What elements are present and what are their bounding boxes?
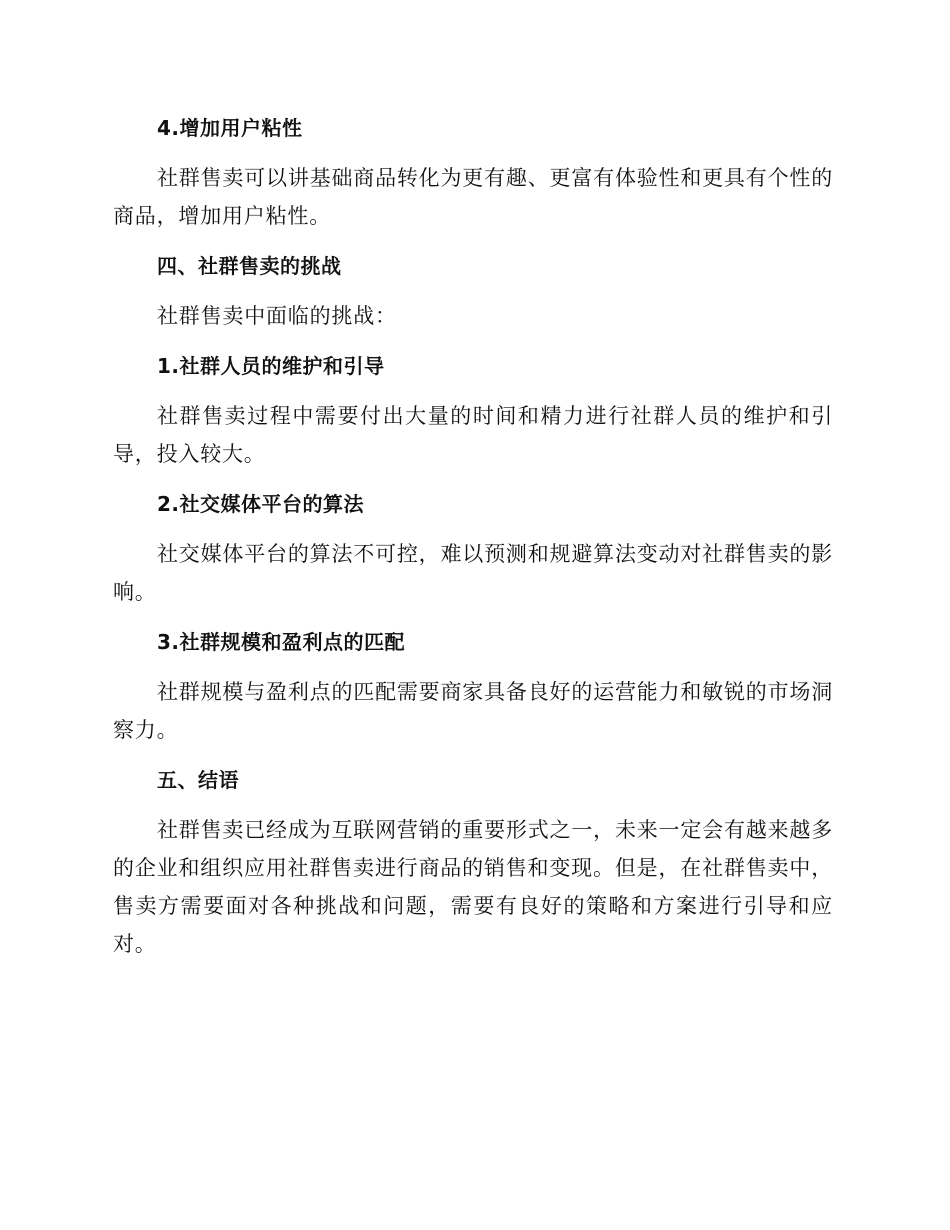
paragraph-platform-algorithm: 社交媒体平台的算法不可控，难以预测和规避算法变动对社群售卖的影响。 <box>113 542 833 604</box>
section-heading-scale-profit: 3.社群规模和盈利点的匹配 <box>157 630 406 654</box>
paragraph-scale-profit: 社群规模与盈利点的匹配需要商家具备良好的运营能力和敏锐的市场洞察力。 <box>113 680 833 742</box>
section-heading-user-stickiness: 4.增加用户粘性 <box>157 116 303 140</box>
section-heading-challenges: 四、社群售卖的挑战 <box>157 254 342 278</box>
paragraph-challenges-intro: 社群售卖中面临的挑战： <box>157 304 397 328</box>
section-heading-platform-algorithm: 2.社交媒体平台的算法 <box>157 492 365 516</box>
paragraph-user-stickiness: 社群售卖可以讲基础商品转化为更有趣、更富有体验性和更具有个性的商品，增加用户粘性。 <box>113 166 833 228</box>
section-heading-conclusion: 五、结语 <box>157 768 239 792</box>
paragraph-member-maintenance: 社群售卖过程中需要付出大量的时间和精力进行社群人员的维护和引导，投入较大。 <box>113 404 833 466</box>
document-body <box>113 108 833 963</box>
section-heading-member-maintenance: 1.社群人员的维护和引导 <box>157 354 385 378</box>
paragraph-conclusion: 社群售卖已经成为互联网营销的重要形式之一，未来一定会有越来越多的企业和组织应用社群售卖进行商品的销售和变现。但是，在社群售卖中，售卖方需要面对各种挑战和问题，需要有良好的策略和方案进行引导和应对。 <box>113 818 833 956</box>
